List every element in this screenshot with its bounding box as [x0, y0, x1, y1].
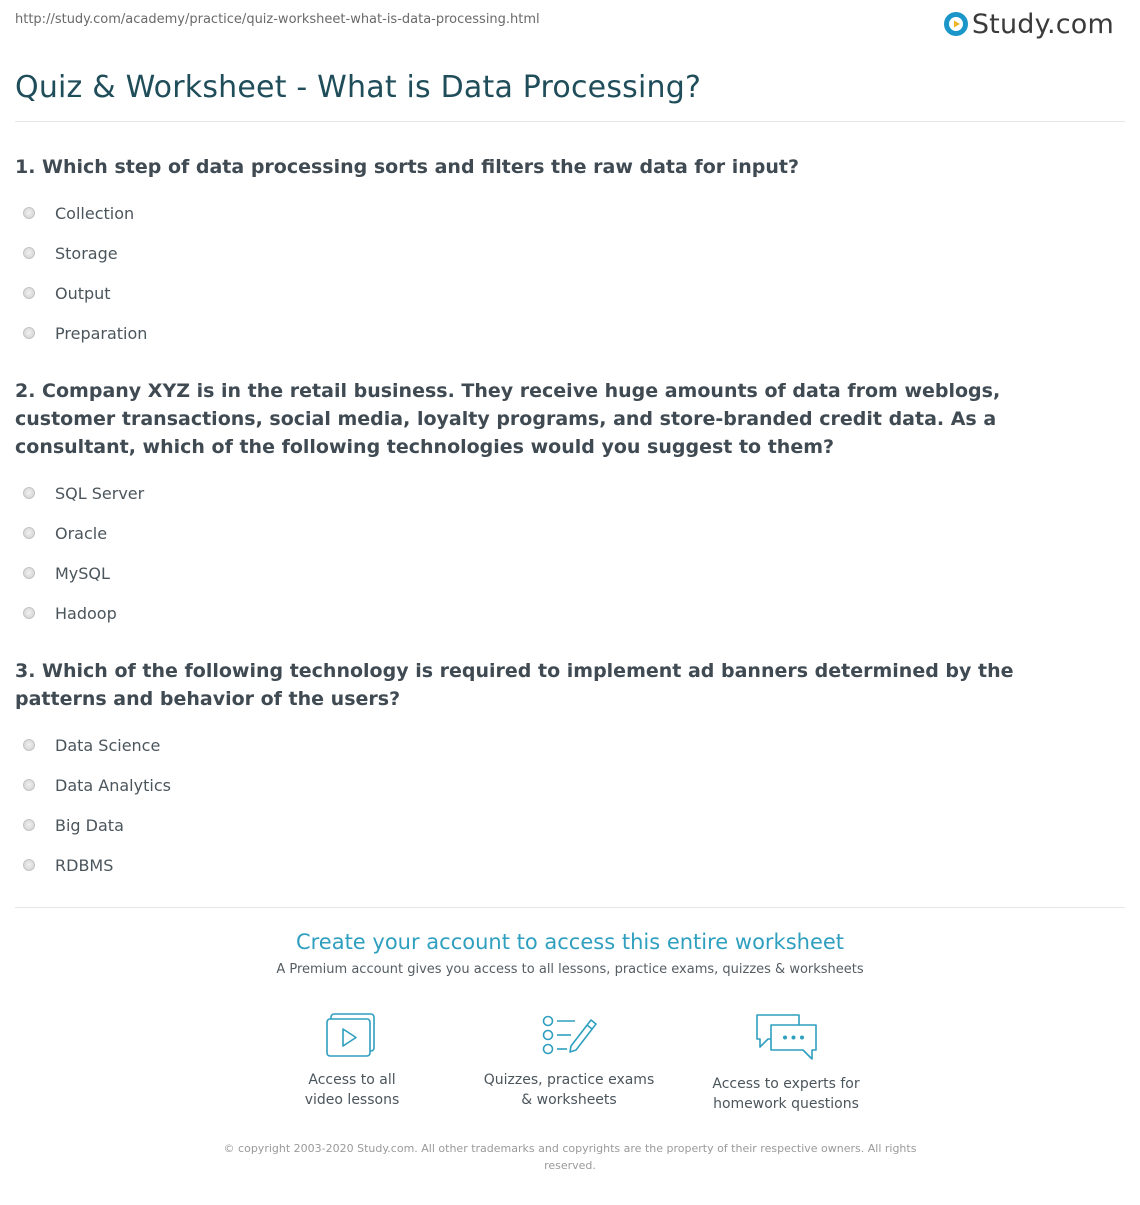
answer-option[interactable]: [15, 473, 1105, 513]
radio-button[interactable]: [23, 327, 35, 339]
answer-option[interactable]: [15, 233, 1105, 273]
question-text: 2. Company XYZ is in the retail business. They receive huge amounts of data from weblogs, customer transactions, social media, loyalty programs, and store-branded credit data. As a consultant, which of the following technologies would you suggest to them?: [15, 380, 1001, 458]
option-label: Oracle: [55, 523, 108, 543]
answer-option[interactable]: [15, 593, 1105, 633]
play-logo-icon: [943, 11, 969, 37]
option-label: Output: [55, 283, 111, 303]
radio-button[interactable]: [23, 819, 35, 831]
option-label: Big Data: [55, 815, 124, 835]
question-3: [15, 657, 1105, 885]
radio-button[interactable]: [23, 287, 35, 299]
create-account-link[interactable]: Create your account to access this entire worksheet: [295, 930, 845, 954]
answer-option[interactable]: [15, 313, 1105, 353]
option-label: MySQL: [55, 563, 110, 583]
answer-option[interactable]: [15, 805, 1105, 845]
radio-button[interactable]: [23, 779, 35, 791]
answer-options: [15, 193, 1105, 353]
page-title: Quiz & Worksheet - What is Data Processing?: [15, 70, 702, 105]
page-url: http://study.com/academy/practice/quiz-worksheet-what-is-data-processing.html: [15, 12, 540, 27]
feature-label: Access to experts for homework questions: [712, 1076, 860, 1112]
quiz-checklist-icon: [541, 1012, 597, 1058]
radio-button[interactable]: [23, 487, 35, 499]
radio-button[interactable]: [23, 207, 35, 219]
study-logo[interactable]: [943, 4, 1114, 44]
question-2: [15, 377, 1105, 633]
chat-bubbles-icon: [754, 1012, 818, 1062]
feature-experts: [686, 1012, 886, 1114]
feature-label: Access to all video lessons: [304, 1072, 400, 1108]
signup-cta: [0, 930, 1140, 977]
radio-button[interactable]: [23, 247, 35, 259]
question-text: 1. Which step of data processing sorts and filters the raw data for input?: [15, 156, 800, 178]
answer-options: [15, 473, 1105, 633]
answer-option[interactable]: [15, 725, 1105, 765]
option-label: Hadoop: [55, 603, 117, 623]
radio-button[interactable]: [23, 739, 35, 751]
radio-button[interactable]: [23, 607, 35, 619]
option-label: RDBMS: [55, 855, 114, 875]
answer-option[interactable]: [15, 193, 1105, 233]
feature-label: Quizzes, practice exams & worksheets: [483, 1072, 655, 1108]
copyright: © copyright 2003-2020 Study.com. All other trademarks and copyrights are the property of their respective owners. All rights reserved.: [223, 1142, 917, 1172]
radio-button[interactable]: [23, 859, 35, 871]
answer-option[interactable]: [15, 273, 1105, 313]
answer-options: [15, 725, 1105, 885]
cta-subtitle: A Premium account gives you access to all lessons, practice exams, quizzes & worksheets: [276, 962, 864, 977]
answer-option[interactable]: [15, 553, 1105, 593]
question-1: [15, 153, 1105, 353]
radio-button[interactable]: [23, 527, 35, 539]
option-label: Storage: [55, 243, 118, 263]
option-label: SQL Server: [55, 483, 145, 503]
feature-quizzes: [469, 1012, 669, 1110]
answer-option[interactable]: [15, 765, 1105, 805]
option-label: Preparation: [55, 323, 148, 343]
answer-option[interactable]: [15, 845, 1105, 885]
logo-text: Study.com: [971, 8, 1114, 40]
feature-video-lessons: [252, 1012, 452, 1110]
divider: [15, 907, 1125, 908]
option-label: Data Science: [55, 735, 161, 755]
question-text: 3. Which of the following technology is required to implement ad banners determined by the patterns and behavior of the users?: [15, 660, 1014, 710]
divider: [15, 121, 1125, 122]
video-lesson-icon: [326, 1012, 378, 1058]
option-label: Collection: [55, 203, 135, 223]
option-label: Data Analytics: [55, 775, 171, 795]
radio-button[interactable]: [23, 567, 35, 579]
answer-option[interactable]: [15, 513, 1105, 553]
